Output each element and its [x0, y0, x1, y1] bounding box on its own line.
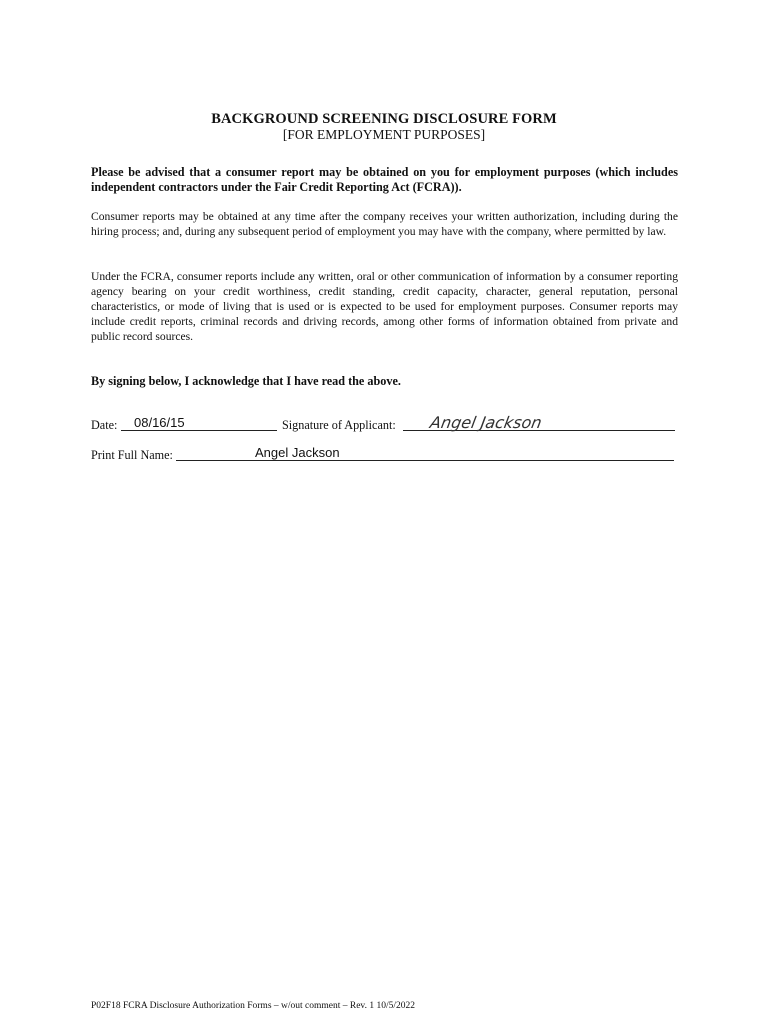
signature-handwriting: Angel Jackson — [428, 413, 544, 432]
signature-label: Signature of Applicant: — [282, 418, 396, 432]
acknowledgement-statement: By signing below, I acknowledge that I have read the above. — [91, 374, 401, 388]
print-name-line — [176, 460, 674, 461]
date-label: Date: — [91, 418, 118, 432]
advisory-statement: Please be advised that a consumer report may be obtained on you for employment purposes (which includes independent contractors under the Fair Credit Reporting Act (FCRA)). — [91, 165, 678, 194]
paragraph-timing: Consumer reports may be obtained at any time after the company receives your written authorization, including during the hiring process; and, during any subsequent period of employment you may have with the company, where permitted by law. — [91, 210, 678, 238]
form-title: BACKGROUND SCREENING DISCLOSURE FORM — [211, 111, 557, 127]
print-name-field[interactable]: Angel Jackson — [255, 445, 340, 460]
date-field[interactable]: 08/16/15 — [134, 415, 185, 430]
date-line — [121, 430, 277, 431]
form-subtitle: [FOR EMPLOYMENT PURPOSES] — [282, 127, 486, 142]
paragraph-fcra-definition: Under the FCRA, consumer reports include any written, oral or other communication of information by a consumer reporting agency bearing on your credit worthiness, credit standing, credit capacity, character, general reputation, personal characteristics, or mode of living that is used or is expected to be used for employment purposes. Consumer reports may include credit reports, criminal records and driving records, among other forms of information obtained from private and public record sources. — [91, 270, 678, 343]
footer-revision: P02F18 FCRA Disclosure Authorization Forms – w/out comment – Rev. 1 10/5/2022 — [91, 1001, 415, 1011]
signature-field[interactable] — [428, 407, 544, 439]
print-name-label: Print Full Name: — [91, 448, 173, 462]
